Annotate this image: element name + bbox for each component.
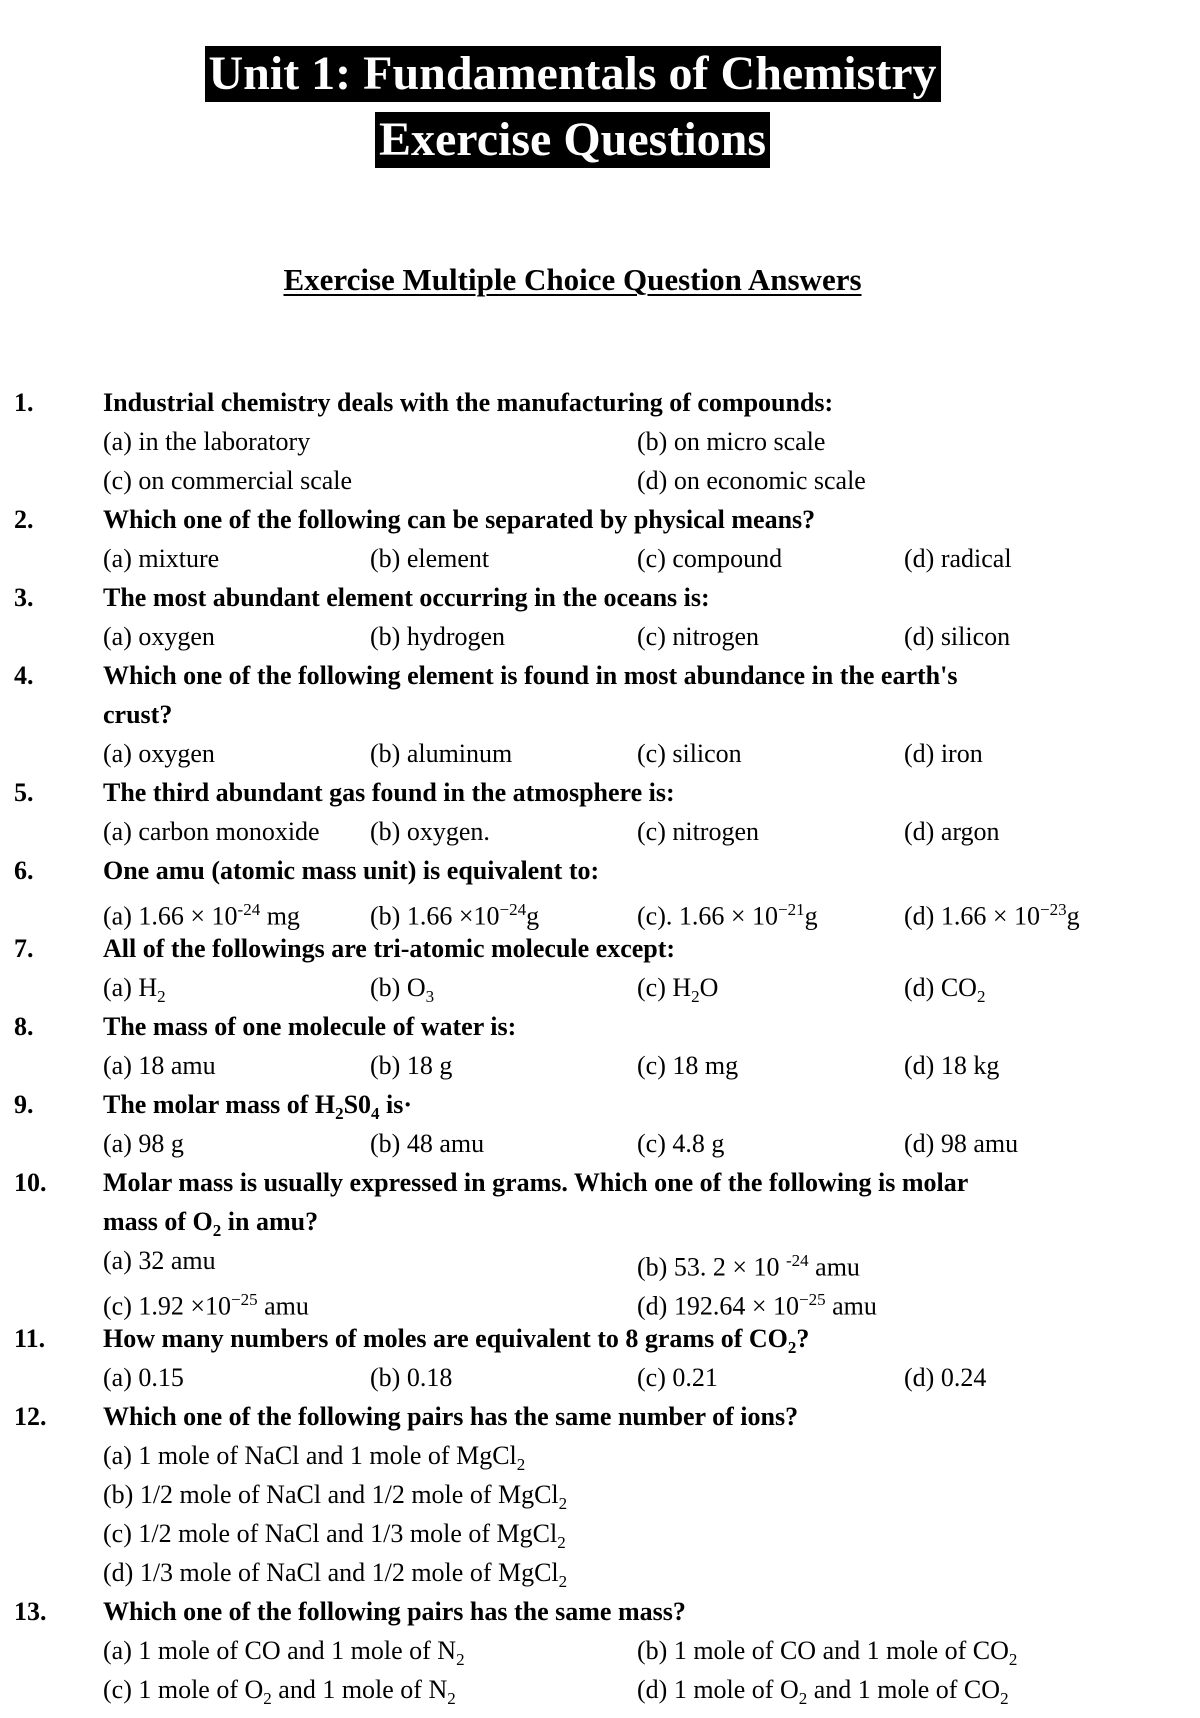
question-7 (0, 929, 1200, 968)
question-12-option-b (0, 1475, 1200, 1514)
option-subscript: 2 (456, 1650, 465, 1670)
question-12-option-d (0, 1553, 1200, 1592)
option-d: (d) argon (904, 817, 1000, 846)
option-unit: amu (825, 1291, 877, 1321)
option-text: (c) 1 mole of O (103, 1675, 264, 1704)
option-d: (d) on economic scale (637, 466, 866, 495)
option-subscript: 2 (558, 1494, 568, 1514)
question-text: Molar mass is usually expressed in grams. Which one of the following is molar (103, 1168, 969, 1197)
question-text: The most abundant element occurring in the oceans is: (103, 583, 710, 612)
option-exponent: −23 (1039, 900, 1067, 919)
option-text: (b) 1/2 mole of NaCl and 1/2 mole of MgCl (103, 1480, 559, 1509)
question-13-options-row-1 (0, 1631, 1200, 1670)
option-text: (d) 1.66 × 10 (904, 901, 1040, 931)
document-title: Unit 1: Fundamentals of Chemistry (205, 46, 941, 102)
option-exponent: −21 (778, 900, 805, 919)
option-a: (a) oxygen (103, 622, 215, 651)
section-heading-wrap (0, 262, 1145, 298)
option-d: (d) silicon (904, 622, 1011, 651)
option-d: (d) 18 kg (904, 1051, 1000, 1080)
question-subscript: 2 (787, 1338, 797, 1358)
option-a: (a) 18 amu (103, 1051, 216, 1080)
question-number: 4. (14, 661, 34, 690)
option-text: (b) O (370, 973, 426, 1002)
question-number: 13. (14, 1597, 47, 1626)
option-exponent: −25 (798, 1290, 826, 1309)
option-unit: amu (808, 1252, 860, 1282)
question-5-options (0, 812, 1200, 851)
question-13-options-row-2 (0, 1670, 1200, 1709)
question-10 (0, 1163, 1200, 1202)
option-subscript: 2 (558, 1572, 568, 1592)
document-subtitle: Exercise Questions (375, 112, 770, 168)
option-b: (b) element (370, 544, 490, 573)
question-12-option-c (0, 1514, 1200, 1553)
question-text: Which one of the following pairs has the same mass? (103, 1597, 686, 1626)
question-4 (0, 656, 1200, 695)
question-number: 11. (14, 1324, 46, 1353)
option-d (637, 1670, 1009, 1718)
question-7-options (0, 968, 1200, 1007)
question-text-start: How many numbers of moles are equivalent to 8 grams of CO (103, 1324, 788, 1353)
option-d: (d) 0.24 (904, 1363, 987, 1392)
question-number: 2. (14, 505, 34, 534)
option-exponent: −25 (231, 1290, 258, 1309)
question-text-start: mass of O (103, 1207, 213, 1236)
question-10-options-row-2 (0, 1280, 1200, 1319)
question-2 (0, 500, 1200, 539)
option-b: (b) on micro scale (637, 427, 826, 456)
option-subscript: 3 (425, 987, 435, 1007)
question-6-options (0, 890, 1200, 929)
question-13 (0, 1592, 1200, 1631)
question-text: Which one of the following pairs has the same number of ions? (103, 1402, 799, 1431)
question-text-end: ? (796, 1324, 810, 1353)
option-b: (b) aluminum (370, 739, 513, 768)
question-text: All of the followings are tri-atomic molecule except: (103, 934, 676, 963)
question-text-continued: crust? (103, 700, 173, 729)
question-number: 3. (14, 583, 34, 612)
option-subscript: 2 (1000, 1689, 1009, 1709)
question-number: 7. (14, 934, 34, 963)
option-a: (a) in the laboratory (103, 427, 311, 456)
option-c: (c) 0.21 (637, 1363, 718, 1392)
question-10-options-row-1 (0, 1241, 1200, 1280)
question-text: Industrial chemistry deals with the manufacturing of compounds: (103, 388, 834, 417)
option-subscript: 2 (976, 987, 986, 1007)
question-2-options (0, 539, 1200, 578)
option-b: (b) oxygen. (370, 817, 490, 846)
option-subscript: 2 (798, 1689, 808, 1709)
question-4-line-2 (0, 695, 1200, 734)
option-b: (b) 18 g (370, 1051, 453, 1080)
option-b: (b) 48 amu (370, 1129, 485, 1158)
option-subscript: 2 (263, 1689, 272, 1709)
question-text: One amu (atomic mass unit) is equivalent to: (103, 856, 600, 885)
section-heading: Exercise Multiple Choice Question Answers (283, 262, 862, 297)
option-d: (d) 98 amu (904, 1129, 1019, 1158)
option-exponent: −24 (499, 900, 527, 919)
question-8 (0, 1007, 1200, 1046)
option-b: (b) 0.18 (370, 1363, 453, 1392)
question-text: Which one of the following can be separated by physical means? (103, 505, 816, 534)
question-number: 1. (14, 388, 34, 417)
option-c (103, 1670, 456, 1718)
question-number: 5. (14, 778, 34, 807)
option-d: (d) iron (904, 739, 983, 768)
option-a: (a) 98 g (103, 1129, 184, 1158)
option-text: (c). 1.66 × 10 (637, 901, 779, 931)
question-8-options (0, 1046, 1200, 1085)
option-a: (a) oxygen (103, 739, 215, 768)
option-subscript: 2 (557, 1533, 566, 1553)
option-exponent: -24 (237, 900, 261, 919)
question-text: Which one of the following element is found in most abundance in the earth's (103, 661, 958, 690)
question-number: 8. (14, 1012, 34, 1041)
option-c: (c) on commercial scale (103, 466, 353, 495)
question-number: 9. (14, 1090, 34, 1119)
question-number: 12. (14, 1402, 47, 1431)
option-text: (b) 1.66 ×10 (370, 901, 500, 931)
option-text-mid: and 1 mole of CO (807, 1675, 1001, 1704)
question-9-options (0, 1124, 1200, 1163)
subtitle-wrap (0, 112, 1145, 168)
option-subscript: 2 (157, 987, 166, 1007)
option-c: (c) nitrogen (637, 817, 760, 846)
option-text: (b) 53. 2 × 10 (637, 1252, 786, 1282)
option-b: (b) hydrogen (370, 622, 506, 651)
option-text: (a) 1 mole of NaCl and 1 mole of MgCl (103, 1441, 517, 1470)
option-text: (a) 1 mole of CO and 1 mole of N (103, 1636, 457, 1665)
option-unit: mg (260, 901, 300, 931)
option-text-mid: and 1 mole of N (271, 1675, 448, 1704)
question-1 (0, 383, 1200, 422)
question-12-option-a (0, 1436, 1200, 1475)
question-subscript: 2 (212, 1221, 222, 1241)
question-text-end: is· (379, 1090, 413, 1119)
option-unit: g (1066, 901, 1080, 931)
question-9 (0, 1085, 1200, 1124)
question-text: The mass of one molecule of water is: (103, 1012, 517, 1041)
option-text: (a) 1.66 × 10 (103, 901, 238, 931)
option-text: (d) CO (904, 973, 977, 1002)
option-text: (d) 1 mole of O (637, 1675, 799, 1704)
option-text: (d) 1/3 mole of NaCl and 1/2 mole of MgCl (103, 1558, 559, 1587)
option-unit: g (804, 901, 818, 931)
option-a: (a) carbon monoxide (103, 817, 320, 846)
option-subscript: 2 (447, 1689, 456, 1709)
option-text-tail: O (699, 973, 719, 1002)
option-a (103, 1241, 216, 1280)
question-10-line-2 (0, 1202, 1200, 1241)
option-text: (c) 1.92 ×10 (103, 1291, 232, 1321)
question-4-options (0, 734, 1200, 773)
question-11 (0, 1319, 1200, 1358)
question-number: 6. (14, 856, 34, 885)
question-5 (0, 773, 1200, 812)
option-a: (a) 0.15 (103, 1363, 184, 1392)
question-12 (0, 1397, 1200, 1436)
option-text: (b) 1 mole of CO and 1 mole of CO (637, 1636, 1009, 1665)
option-exponent: -24 (785, 1251, 809, 1270)
option-subscript: 2 (1008, 1650, 1018, 1670)
question-text-start: The molar mass of H (103, 1090, 336, 1119)
option-text: (c) H (637, 973, 692, 1002)
option-subscript: 2 (516, 1455, 526, 1475)
option-text: (a) 32 amu (103, 1246, 216, 1275)
question-number: 10. (14, 1168, 47, 1197)
option-c: (c) 18 mg (637, 1051, 739, 1080)
question-3-options (0, 617, 1200, 656)
question-6 (0, 851, 1200, 890)
option-text: (a) H (103, 973, 158, 1002)
option-unit: amu (257, 1291, 309, 1321)
question-1-options-row-1 (0, 422, 1200, 461)
question-text-end: in amu? (221, 1207, 319, 1236)
option-subscript: 2 (691, 987, 700, 1007)
option-c: (c) compound (637, 544, 783, 573)
option-c: (c) silicon (637, 739, 742, 768)
question-11-options (0, 1358, 1200, 1397)
option-d: (d) radical (904, 544, 1012, 573)
option-text: (c) 1/2 mole of NaCl and 1/3 mole of MgCl (103, 1519, 558, 1548)
option-unit: g (526, 901, 540, 931)
option-c: (c) 4.8 g (637, 1129, 725, 1158)
option-text: (d) 192.64 × 10 (637, 1291, 799, 1321)
option-a: (a) mixture (103, 544, 220, 573)
question-text-mid: S0 (343, 1090, 372, 1119)
question-subscript: 2 (335, 1104, 344, 1124)
question-1-options-row-2 (0, 461, 1200, 500)
question-3 (0, 578, 1200, 617)
option-c: (c) nitrogen (637, 622, 760, 651)
question-subscript: 4 (371, 1104, 380, 1124)
question-text: The third abundant gas found in the atmosphere is: (103, 778, 675, 807)
title-wrap (0, 46, 1145, 102)
